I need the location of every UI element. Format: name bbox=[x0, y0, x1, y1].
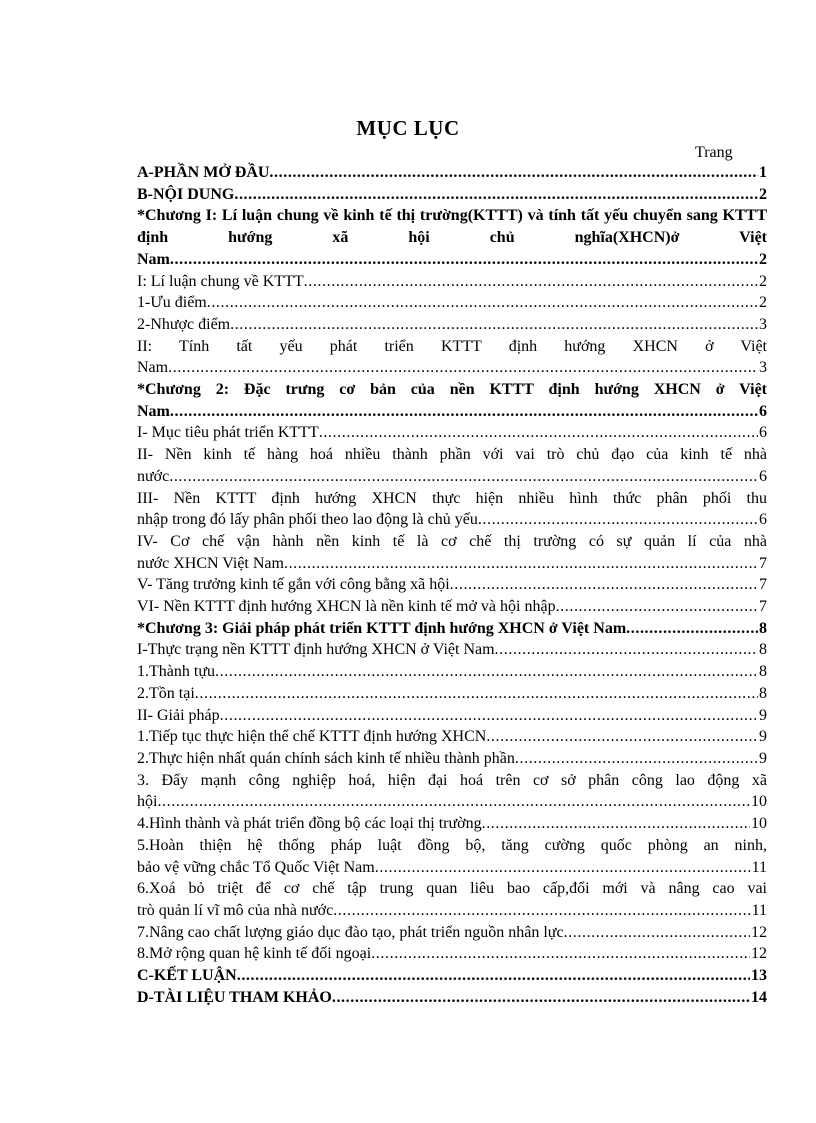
toc-entry-title-end: trò quản lí vĩ mô của nhà nước bbox=[137, 901, 334, 919]
dot-leader bbox=[482, 813, 750, 835]
toc-entry-title: A-PHẦN MỞ ĐẦU bbox=[137, 164, 270, 181]
toc-page-number: 6 bbox=[759, 424, 767, 442]
toc-entry-title: 1-Ưu điểm bbox=[137, 294, 207, 312]
toc-entry bbox=[137, 705, 767, 727]
toc-entry-title-end: nhập trong đó lấy phân phối theo lao động là chủ yếu bbox=[137, 511, 478, 529]
toc-page-number: 11 bbox=[751, 858, 767, 876]
toc-entry-line bbox=[137, 639, 767, 661]
toc-entry-title: D-TÀI LIỆU THAM KHẢO bbox=[137, 988, 332, 1006]
toc-entry bbox=[137, 162, 767, 184]
toc-page-number: 12 bbox=[751, 945, 767, 963]
toc-entry bbox=[137, 639, 767, 661]
dot-leader bbox=[269, 162, 758, 184]
toc-page-number: 9 bbox=[759, 706, 767, 724]
toc-entry-title: C-KẾT LUẬN bbox=[137, 967, 237, 985]
dot-leader bbox=[333, 900, 750, 922]
toc-entry-title: V- Tăng trưởng kinh tế gắn với công bằng xã hội bbox=[137, 576, 450, 594]
toc-entry bbox=[137, 987, 767, 1009]
toc-entry-title: I: Lí luận chung về KTTT bbox=[137, 272, 304, 290]
toc-entry bbox=[137, 444, 767, 487]
toc-entry-line bbox=[137, 553, 767, 575]
dot-leader bbox=[495, 639, 758, 661]
toc-entry-title: 2.Tồn tại bbox=[137, 684, 195, 702]
toc-entry-line bbox=[137, 249, 767, 271]
dot-leader bbox=[515, 748, 758, 770]
toc-entry bbox=[137, 292, 767, 314]
toc-entry-line bbox=[137, 748, 767, 770]
toc-entry bbox=[137, 965, 767, 987]
dot-leader bbox=[220, 705, 758, 727]
dot-leader bbox=[230, 314, 758, 336]
dot-leader bbox=[564, 922, 750, 944]
toc-page-number: 10 bbox=[751, 815, 767, 833]
toc-entry-title-end: Nam bbox=[137, 402, 170, 420]
toc-page-number: 3 bbox=[759, 359, 767, 377]
toc-entry-title: IV- Cơ chế vận hành nền kinh tế là cơ chế thị trường có sự quản lí của nhà bbox=[137, 532, 767, 550]
page-column-label: Trang bbox=[695, 144, 733, 161]
dot-leader bbox=[237, 965, 750, 987]
toc-entry-title: I- Mục tiêu phát triển KTTT bbox=[137, 424, 319, 442]
toc-entry bbox=[137, 618, 767, 640]
toc-page-number: 2 bbox=[759, 185, 767, 203]
toc-entry-title-end: hội bbox=[137, 793, 158, 811]
toc-page-number: 8 bbox=[759, 619, 767, 637]
toc-entry-line bbox=[137, 314, 767, 336]
toc-entry-line bbox=[137, 509, 767, 531]
dot-leader bbox=[304, 271, 758, 293]
toc-page-number: 6 bbox=[759, 467, 767, 485]
toc-entry-title: II- Giải pháp bbox=[137, 706, 220, 724]
dot-leader bbox=[195, 683, 758, 705]
toc-entry-line bbox=[137, 661, 767, 683]
toc-entry-line bbox=[137, 422, 767, 444]
toc-entry bbox=[137, 878, 767, 921]
toc-entry-title: 3. Đẩy mạnh công nghiệp hoá, hiện đại hoá trên cơ sở phân công lao động xã bbox=[137, 771, 767, 789]
toc-entry-title-end: bảo vệ vững chắc Tổ Quốc Việt Nam bbox=[137, 858, 375, 876]
toc-entry bbox=[137, 531, 767, 574]
dot-leader bbox=[170, 249, 758, 271]
toc-entry bbox=[137, 336, 767, 379]
toc-entry bbox=[137, 661, 767, 683]
table-of-contents bbox=[137, 162, 767, 1008]
toc-entry-title: 1.Thành tựu bbox=[137, 663, 215, 681]
toc-entry-line bbox=[137, 683, 767, 705]
dot-leader bbox=[169, 466, 758, 488]
toc-entry-title: 8.Mở rộng quan hệ kinh tế đối ngoại bbox=[137, 945, 372, 963]
toc-entry-title: 7.Nâng cao chất lượng giáo dục đào tạo, phát triển nguồn nhân lực bbox=[137, 923, 564, 941]
toc-entry bbox=[137, 922, 767, 944]
toc-page-number: 8 bbox=[759, 684, 767, 702]
toc-entry-title: 2.Thực hiện nhất quán chính sách kinh tế nhiều thành phần bbox=[137, 749, 515, 767]
toc-entry-line bbox=[137, 857, 767, 879]
toc-page-number: 13 bbox=[751, 967, 767, 985]
toc-entry bbox=[137, 943, 767, 965]
dot-leader bbox=[170, 401, 758, 423]
dot-leader bbox=[207, 292, 758, 314]
toc-page-number: 12 bbox=[751, 923, 767, 941]
toc-entry-line bbox=[137, 813, 767, 835]
dot-leader bbox=[556, 596, 758, 618]
dot-leader bbox=[157, 791, 750, 813]
toc-entry-title-end: Nam bbox=[137, 359, 169, 377]
toc-page-number: 2 bbox=[759, 272, 767, 290]
dot-leader bbox=[486, 726, 758, 748]
toc-page-number: 8 bbox=[759, 641, 767, 659]
page-title: MỤC LỤC bbox=[356, 116, 460, 140]
toc-entry-line bbox=[137, 726, 767, 748]
dot-leader bbox=[284, 553, 758, 575]
toc-page-number: 7 bbox=[759, 554, 767, 572]
toc-entry-title: 5.Hoàn thiện hệ thống pháp luật đồng bộ, tăng cường quốc phòng an ninh, bbox=[137, 836, 767, 854]
toc-entry-title: *Chương 3: Giải pháp phát triển KTTT định hướng XHCN ở Việt Nam bbox=[137, 619, 627, 637]
dot-leader bbox=[168, 357, 758, 379]
toc-entry-line bbox=[137, 184, 767, 206]
toc-entry-line bbox=[137, 162, 767, 184]
toc-entry-title-end: nước bbox=[137, 467, 170, 485]
toc-entry bbox=[137, 726, 767, 748]
toc-entry bbox=[137, 488, 767, 531]
toc-page-number: 9 bbox=[759, 728, 767, 746]
toc-entry-title: I-Thực trạng nền KTTT định hướng XHCN ở Việt Nam bbox=[137, 641, 495, 659]
toc-page-number: 3 bbox=[759, 315, 767, 333]
toc-entry-line bbox=[137, 791, 767, 813]
toc-page-number: 7 bbox=[759, 598, 767, 616]
toc-entry-line bbox=[137, 292, 767, 314]
toc-entry bbox=[137, 835, 767, 878]
dot-leader bbox=[371, 943, 750, 965]
toc-entry-line bbox=[137, 618, 767, 640]
toc-entry bbox=[137, 813, 767, 835]
toc-entry-title: *Chương I: Lí luận chung về kinh tế thị trường(KTTT) và tính tất yếu chuyển sang KTTT định hướng xã hội chủ nghĩa(XHCN)ở Việt bbox=[137, 207, 767, 247]
dot-leader bbox=[319, 422, 758, 444]
toc-entry-title: II- Nền kinh tế hàng hoá nhiều thành phần với vai trò chủ đạo của kinh tế nhà bbox=[137, 446, 767, 464]
toc-entry-title-end: Nam bbox=[137, 250, 170, 268]
toc-entry-line bbox=[137, 574, 767, 596]
toc-page-number: 14 bbox=[751, 988, 767, 1006]
toc-entry-line bbox=[137, 943, 767, 965]
toc-entry-line bbox=[137, 271, 767, 293]
toc-entry-line bbox=[137, 987, 767, 1009]
toc-entry-line bbox=[137, 900, 767, 922]
dot-leader bbox=[215, 661, 758, 683]
toc-entry bbox=[137, 379, 767, 422]
toc-entry-line bbox=[137, 965, 767, 987]
toc-page-number: 7 bbox=[759, 576, 767, 594]
toc-entry-line bbox=[137, 705, 767, 727]
toc-entry-line bbox=[137, 401, 767, 423]
dot-leader bbox=[234, 184, 758, 206]
toc-entry-title: 4.Hình thành và phát triển đồng bộ các loại thị trường bbox=[137, 815, 482, 833]
toc-entry bbox=[137, 770, 767, 813]
toc-entry bbox=[137, 184, 767, 206]
toc-page-number: 10 bbox=[751, 793, 767, 811]
toc-entry-title: III- Nền KTTT định hướng XHCN thực hiện nhiều hình thức phân phối thu bbox=[137, 489, 767, 507]
toc-page-number: 8 bbox=[759, 663, 767, 681]
toc-entry bbox=[137, 683, 767, 705]
dot-leader bbox=[478, 509, 758, 531]
toc-entry bbox=[137, 596, 767, 618]
toc-entry-line bbox=[137, 357, 767, 379]
toc-entry bbox=[137, 422, 767, 444]
toc-entry-title: *Chương 2: Đặc trưng cơ bản của nền KTTT định hướng XHCN ở Việt bbox=[137, 381, 767, 399]
toc-entry-title-end: nước XHCN Việt Nam bbox=[137, 554, 284, 572]
toc-entry-title: 1.Tiếp tục thực hiện thể chế KTTT định hướng XHCN bbox=[137, 728, 487, 746]
toc-entry bbox=[137, 574, 767, 596]
dot-leader bbox=[450, 574, 758, 596]
toc-page-number: 9 bbox=[759, 749, 767, 767]
toc-entry bbox=[137, 271, 767, 293]
toc-entry-title: 2-Nhược điểm bbox=[137, 315, 231, 333]
toc-entry bbox=[137, 205, 767, 270]
toc-entry bbox=[137, 748, 767, 770]
toc-entry-line bbox=[137, 466, 767, 488]
toc-entry-title: VI- Nền KTTT định hướng XHCN là nền kinh tế mở và hội nhập bbox=[137, 598, 556, 616]
toc-entry-line bbox=[137, 596, 767, 618]
toc-page-number: 1 bbox=[759, 164, 767, 181]
toc-page-number: 6 bbox=[759, 402, 767, 420]
toc-entry-title: II: Tính tất yếu phát triển KTTT định hướng XHCN ở Việt bbox=[137, 337, 767, 355]
toc-entry-title: 6.Xoá bỏ triệt để cơ chế tập trung quan liêu bao cấp,đổi mới và nâng cao vai bbox=[137, 880, 767, 898]
dot-leader bbox=[375, 857, 751, 879]
dot-leader bbox=[626, 618, 758, 640]
toc-page-number: 11 bbox=[751, 901, 767, 919]
toc-entry-title: B-NỘI DUNG bbox=[137, 185, 235, 203]
toc-entry bbox=[137, 314, 767, 336]
toc-page-number: 2 bbox=[759, 250, 767, 268]
toc-entry-line bbox=[137, 922, 767, 944]
dot-leader bbox=[332, 987, 750, 1009]
toc-page-number: 2 bbox=[759, 294, 767, 312]
toc-page-number: 6 bbox=[759, 511, 767, 529]
